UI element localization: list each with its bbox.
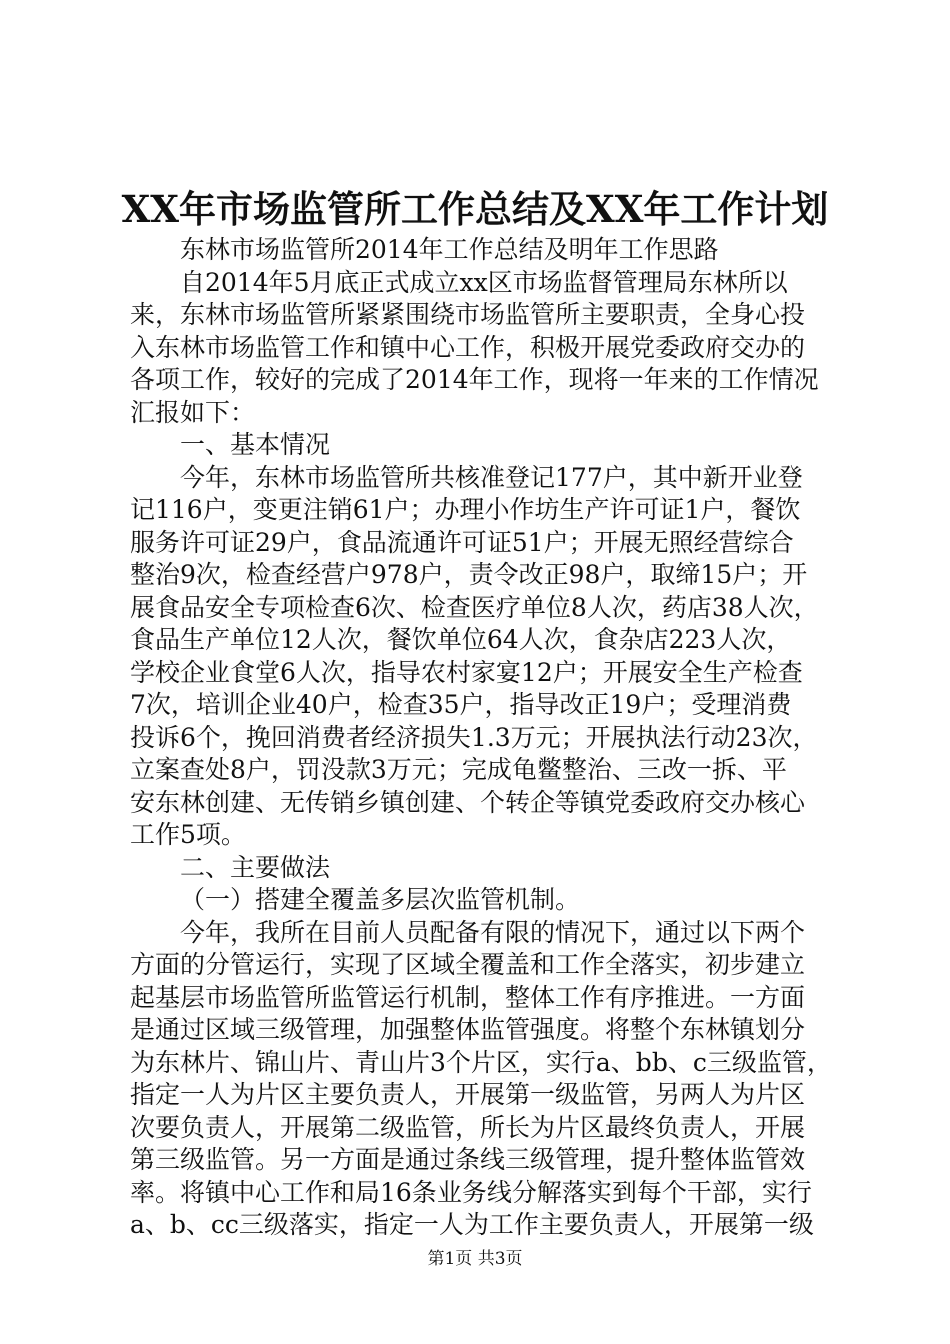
subsection-heading: （一）搭建全覆盖多层次监管机制。 <box>180 885 581 914</box>
paragraph-line: 第三级监管。另一方面是通过条线三级管理，提升整体监管效 <box>130 1145 806 1174</box>
paragraph-line: 自2014年5月底正式成立xx区市场监督管理局东林所以 <box>180 267 788 297</box>
paragraph-line: 安东林创建、无传销乡镇创建、个转企等镇党委政府交办核心 <box>130 787 806 817</box>
paragraph-line: 起基层市场监管所监管运行机制，整体工作有序推进。一方面 <box>130 982 806 1012</box>
paragraph-line: 指定一人为片区主要负责人，开展第一级监管，另两人为片区 <box>130 1080 806 1109</box>
paragraph-line: 次要负责人，开展第二级监管，所长为片区最终负责人，开展 <box>130 1112 806 1142</box>
section-heading: 二、主要做法 <box>180 852 331 882</box>
paragraph-line: 为东林片、锦山片、青山片3个片区，实行a、bb、c三级监管， <box>130 1047 832 1077</box>
document-body <box>130 234 845 1242</box>
paragraph-line: 整治9次，检查经营户978户，责令改正98户，取缔15户；开 <box>130 560 808 589</box>
paragraph-line: 今年，东林市场监管所共核准登记177户，其中新开业登 <box>180 462 803 492</box>
document-title: XX年市场监管所工作总结及XX年工作计划 <box>121 187 829 231</box>
paragraph-line: 7次，培训企业40户，检查35户，指导改正19户；受理消费 <box>130 690 792 719</box>
paragraph-line: 立案查处8户，罚没款3万元；完成龟鳖整治、三改一拆、平 <box>130 755 787 784</box>
paragraph-line: a、b、cc三级落实，指定一人为工作主要负责人，开展第一级 <box>130 1210 814 1239</box>
paragraph-line: 方面的分管运行，实现了区域全覆盖和工作全落实，初步建立 <box>130 950 806 979</box>
paragraph-line: 投诉6个，挽回消费者经济损失1.3万元；开展执法行动23次， <box>130 722 818 752</box>
paragraph-line: 是通过区域三级管理，加强整体监管强度。将整个东林镇划分 <box>130 1015 806 1044</box>
paragraph-line: 记116户，变更注销61户；办理小作坊生产许可证1户，餐饮 <box>130 495 801 524</box>
paragraph-line: 今年，我所在目前人员配备有限的情况下，通过以下两个 <box>180 917 806 947</box>
paragraph-line: 汇报如下： <box>130 397 256 427</box>
paragraph-line: 入东林市场监管工作和镇中心工作，积极开展党委政府交办的 <box>130 332 806 362</box>
subtitle-line: 东林市场监管所2014年工作总结及明年工作思路 <box>180 235 719 264</box>
paragraph-line: 率。将镇中心工作和局16条业务线分解落实到每个干部，实行 <box>130 1177 812 1207</box>
section-heading: 一、基本情况 <box>180 430 331 459</box>
paragraph-line: 来，东林市场监管所紧紧围绕市场监管所主要职责，全身心投 <box>130 300 806 329</box>
paragraph-line: 各项工作，较好的完成了2014年工作，现将一年来的工作情况 <box>130 365 819 394</box>
paragraph-line: 学校企业食堂6人次，指导农村家宴12户；开展安全生产检查 <box>130 657 803 687</box>
paragraph-line: 工作5项。 <box>130 820 246 849</box>
paragraph-line: 食品生产单位12人次，餐饮单位64人次，食杂店223人次， <box>130 625 792 654</box>
paragraph-line: 服务许可证29户，食品流通许可证51户；开展无照经营综合 <box>130 527 794 557</box>
page-footer: 第1页 共3页 <box>427 1249 523 1269</box>
paragraph-line: 展食品安全专项检查6次、检查医疗单位8人次，药店38人次， <box>130 592 819 622</box>
